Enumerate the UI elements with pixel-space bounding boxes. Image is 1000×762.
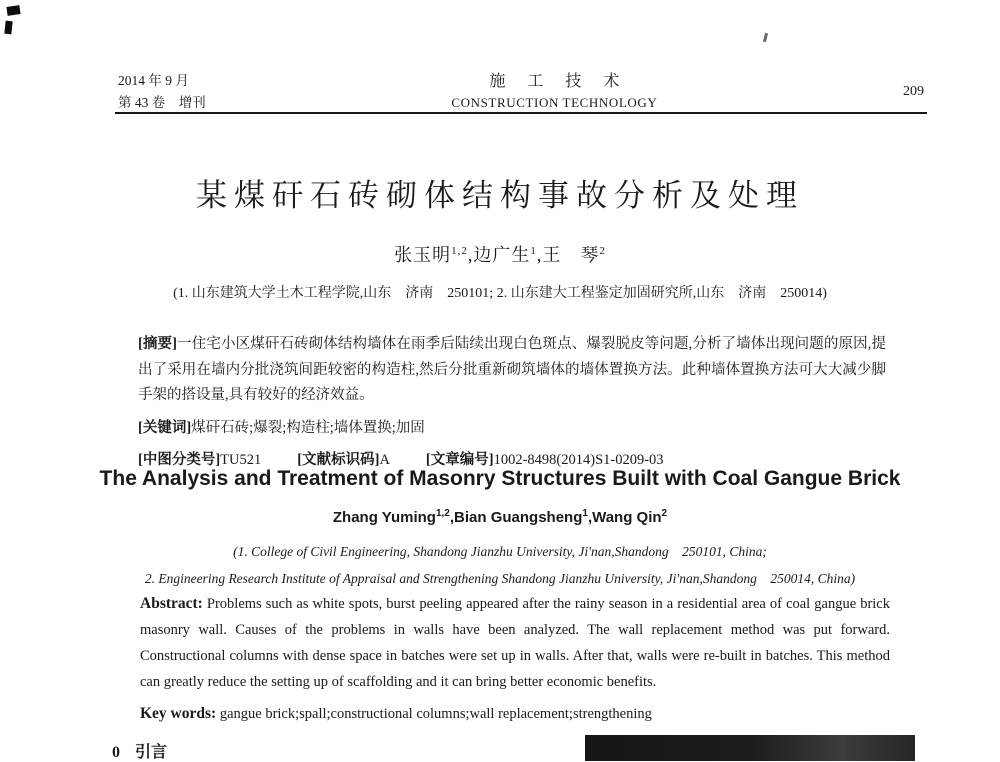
abstract-block-en: [140, 591, 890, 727]
author-en: [333, 509, 450, 526]
author-affil-sup: 1,2: [435, 508, 450, 519]
section-heading-intro: [112, 739, 167, 762]
author-name: 张玉明: [394, 245, 452, 265]
author-en: [450, 509, 588, 526]
doc-code-value: A: [379, 452, 390, 468]
abstract-label-en: Abstract:: [140, 595, 203, 612]
article-id-value: 1002-8498(2014)S1-0209-03: [493, 452, 664, 468]
keywords-text-en: gangue brick;spall;constructional columns;wall replacement;strengthening: [219, 706, 652, 722]
authors-en: [0, 508, 1000, 526]
author-name: ,Bian Guangsheng: [449, 509, 583, 526]
volume-line: 第 43 卷 增刊: [118, 95, 206, 110]
journal-title-en: CONSTRUCTION TECHNOLOGY: [451, 95, 658, 110]
author-cn: [468, 245, 537, 265]
keywords-label-cn: [关键词]: [138, 419, 192, 436]
figure-photo-partial: [585, 735, 915, 761]
keywords-text-cn: 煤矸石砖;爆裂;构造柱;墙体置换;加固: [191, 419, 425, 436]
abstract-text-cn: 一住宅小区煤矸石砖砌体结构墙体在雨季后陆续出现白色斑点、爆裂脱皮等问题,分析了墙体出现问题的原因,提出了采用在墙内分批浇筑间距较密的构造柱,然后分批重新砌筑墙体的墙体置换方法。此种墙体置换方法可大大减少脚手架的搭设量,具有较好的经济效益。: [138, 336, 886, 403]
abstract-block-cn: [138, 332, 886, 474]
journal-title-block: [451, 71, 657, 113]
affiliation-cn: (1. 山东建筑大学土木工程学院,山东 济南 250101; 2. 山东建大工程鉴定加固研究所,山东 济南 250014): [173, 286, 827, 301]
author-affil-sup: 1,2: [451, 245, 468, 257]
author-en: [588, 509, 667, 526]
doc-code-label: [文献标识码]: [297, 452, 380, 468]
author-name: ,王 琴: [536, 245, 600, 265]
abstract-label-cn: [摘要]: [138, 336, 178, 352]
author-name: ,Wang Qin: [587, 509, 662, 526]
section-title: 引言: [135, 744, 168, 761]
authors-cn: [0, 241, 1000, 267]
abstract-cn: [138, 332, 886, 409]
keywords-en: [140, 701, 890, 727]
affiliation-en-line1: (1. College of Civil Engineering, Shandong Jianzhu University, Ji'nan,Shandong 250101, China;: [233, 544, 767, 559]
page-number: 209: [902, 84, 924, 99]
scan-artifact: [4, 21, 12, 35]
abstract-en: [140, 591, 890, 695]
author-affil-sup: 1: [530, 245, 537, 257]
issue-date: 2014 年 9 月: [118, 73, 189, 88]
article-id-label: [文章编号]: [425, 452, 494, 468]
keywords-cn: [138, 416, 886, 442]
abstract-text-en: Problems such as white spots, burst peeling appeared after the rainy season in a residential area of coal gangue brick masonry wall. Causes of the problems in walls have been analyzed. The wall replacement method was put forward. Constructional columns with dense space in batches were set up in walls. After that, walls were re-built in batches. This method can greatly reduce the setting up of scaffolding and it can bring better economic benefits.: [140, 596, 890, 690]
author-name: ,边广生: [467, 245, 531, 265]
scan-artifact: [6, 5, 20, 16]
author-cn: [537, 245, 606, 265]
affiliation-en: [0, 538, 1000, 592]
journal-title-cn: 施 工 技 术: [489, 73, 629, 90]
header-rule: [115, 112, 927, 114]
issue-info: [118, 70, 206, 114]
author-affil-sup: 2: [599, 245, 606, 257]
scan-artifact: [763, 33, 768, 42]
author-cn: [394, 245, 468, 265]
clc-label: [中图分类号]: [138, 452, 221, 468]
article-title-cn: 某煤矸石砖砌体结构事故分析及处理: [196, 178, 804, 213]
author-name: Zhang Yuming: [332, 509, 436, 526]
keywords-label-en: Key words:: [140, 705, 217, 722]
clc-value: TU521: [220, 452, 262, 468]
section-number: 0: [112, 744, 120, 761]
author-affil-sup: 1: [582, 508, 588, 519]
journal-header: [118, 70, 924, 114]
affiliation-en-line2: 2. Engineering Research Institute of Appraisal and Strengthening Shandong Jianzhu University, Ji'nan,Shandong 250014, China): [144, 571, 856, 586]
author-affil-sup: 2: [661, 508, 668, 519]
article-title-en: The Analysis and Treatment of Masonry Structures Built with Coal Gangue Brick: [99, 467, 901, 490]
